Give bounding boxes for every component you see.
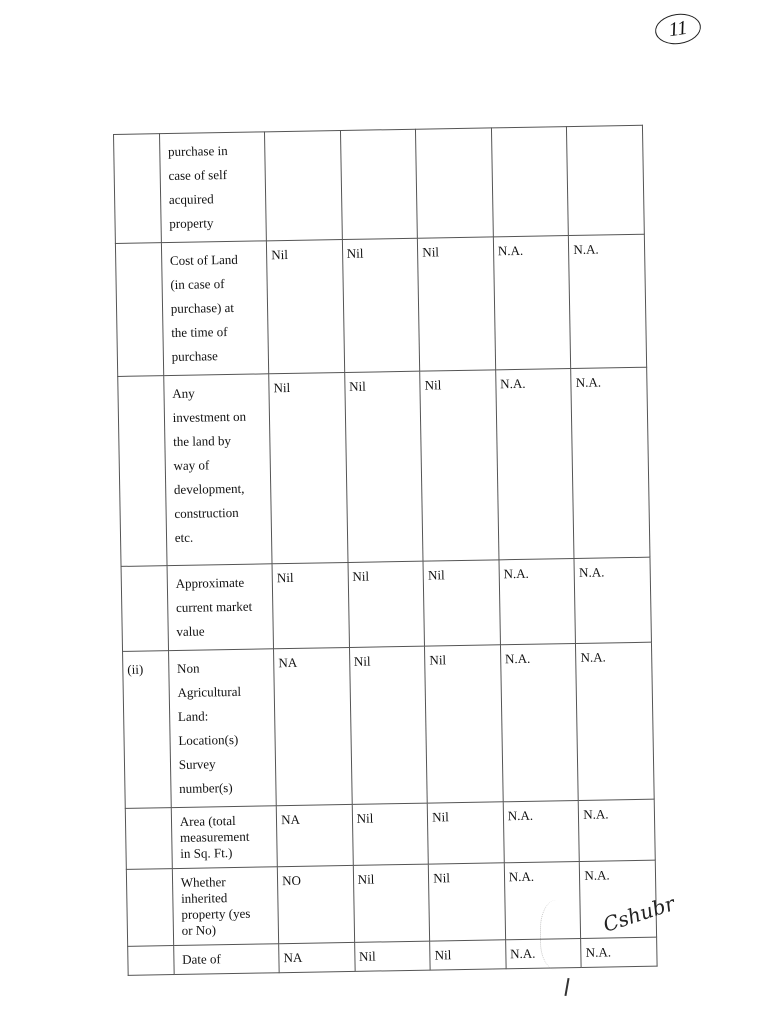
value-cell: N.A. bbox=[499, 559, 576, 645]
value-cell: Nil bbox=[267, 240, 345, 374]
value-cell: Nil bbox=[420, 370, 499, 561]
row-label-cell bbox=[168, 649, 276, 808]
row-label-cell bbox=[159, 132, 266, 243]
asset-declaration-table bbox=[113, 125, 658, 976]
value-cell: Nil bbox=[425, 645, 503, 803]
row-label-cell bbox=[173, 944, 279, 975]
value-cell bbox=[567, 125, 645, 235]
value-cell: N.A. bbox=[574, 557, 651, 643]
value-cell bbox=[340, 129, 417, 239]
value-cell: N.A. bbox=[569, 234, 647, 368]
value-cell bbox=[416, 128, 493, 238]
value-cell: Nil bbox=[427, 802, 504, 864]
value-cell: Nil bbox=[349, 646, 427, 804]
row-label-cell bbox=[167, 564, 274, 651]
value-cell: NA bbox=[279, 942, 355, 972]
page-number: 11 bbox=[653, 11, 703, 47]
value-cell bbox=[265, 131, 342, 241]
value-cell: Nil bbox=[348, 561, 425, 647]
value-cell: Nil bbox=[429, 863, 506, 941]
row-label-cell bbox=[163, 374, 272, 566]
value-cell: NA bbox=[274, 647, 352, 805]
table-row bbox=[114, 125, 645, 243]
value-cell: N.A. bbox=[495, 369, 574, 560]
row-label-text: Any investment on the land by way of development, construction etc. bbox=[172, 385, 247, 545]
row-number-cell bbox=[128, 946, 174, 976]
row-label-cell bbox=[171, 806, 277, 869]
value-cell: Nil bbox=[342, 238, 420, 372]
faint-stamp-mark bbox=[540, 900, 581, 970]
table-row bbox=[121, 557, 651, 651]
row-label-cell bbox=[161, 241, 269, 376]
table-row bbox=[125, 799, 655, 869]
value-cell: N.A. bbox=[579, 799, 656, 861]
row-number-cell bbox=[118, 376, 167, 567]
value-cell: N.A. bbox=[493, 236, 571, 370]
value-cell: Nil bbox=[430, 940, 506, 970]
pen-mark bbox=[564, 978, 569, 996]
value-cell: N.A. bbox=[504, 861, 581, 939]
row-label-text: Approximate current market value bbox=[175, 574, 253, 639]
value-cell: Nil bbox=[269, 372, 348, 563]
value-cell: N.A. bbox=[503, 800, 580, 862]
value-cell: Nil bbox=[352, 803, 429, 865]
table-row bbox=[123, 642, 655, 808]
row-number-cell bbox=[114, 134, 162, 244]
table-row bbox=[118, 367, 650, 566]
value-cell: N.A. bbox=[571, 367, 650, 558]
row-label-text: Area (total measurement in Sq. Ft.) bbox=[179, 812, 250, 861]
value-cell: NO bbox=[277, 865, 354, 943]
row-label-text: Cost of Land (in case of purchase) at the time of purchase bbox=[169, 251, 238, 365]
value-cell: N.A. bbox=[505, 938, 581, 968]
value-cell: Nil bbox=[344, 371, 423, 562]
value-cell: NA bbox=[276, 804, 353, 866]
row-label-text: Non Agricultural Land: Location(s) Survey number(s) bbox=[176, 660, 242, 796]
row-number-cell bbox=[121, 566, 168, 652]
value-cell: Nil bbox=[272, 562, 349, 648]
table-body bbox=[114, 125, 658, 975]
value-cell: N.A. bbox=[500, 644, 578, 802]
row-number-cell bbox=[115, 243, 163, 377]
value-cell: Nil bbox=[354, 941, 430, 971]
row-label-text: purchase in case of self acquired property bbox=[167, 143, 228, 232]
table-row bbox=[115, 234, 646, 376]
row-label-text: Date of bbox=[182, 951, 221, 967]
value-cell: Nil bbox=[353, 864, 430, 942]
value-cell: N.A. bbox=[576, 642, 654, 800]
value-cell: N.A. bbox=[580, 860, 657, 938]
row-label-cell bbox=[172, 867, 279, 946]
value-cell: N.A. bbox=[581, 937, 657, 967]
row-number-cell: (ii) bbox=[123, 651, 171, 809]
handwritten-signature: Cshubr bbox=[600, 891, 678, 937]
row-number-cell bbox=[126, 869, 173, 947]
value-cell bbox=[491, 127, 568, 237]
value-cell: Nil bbox=[418, 237, 496, 371]
row-number-cell bbox=[125, 808, 172, 870]
row-label-text: Whether inherited property (yes or No) bbox=[180, 874, 251, 938]
value-cell: Nil bbox=[423, 560, 500, 646]
